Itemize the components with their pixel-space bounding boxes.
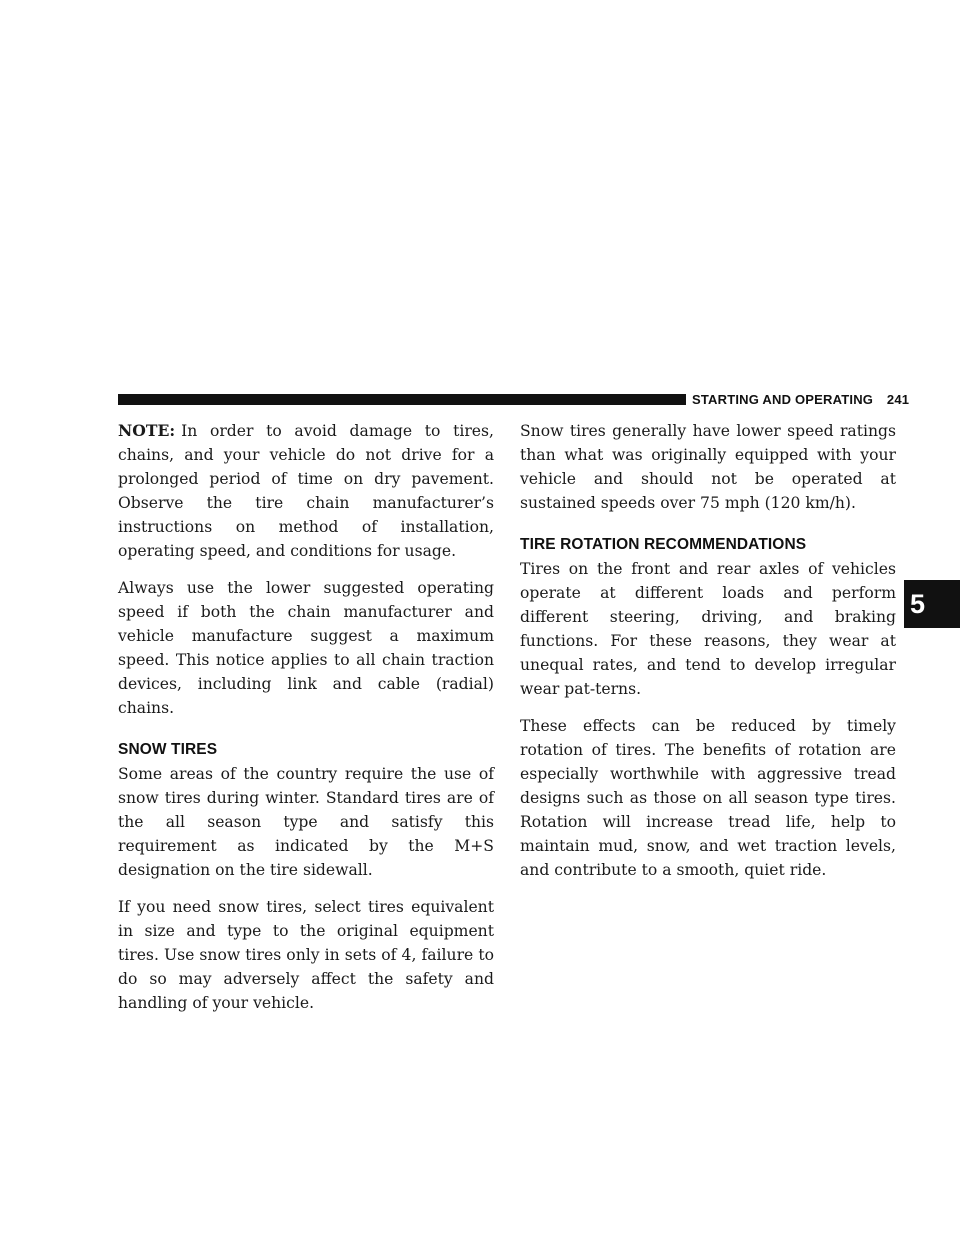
chain-speed-paragraph: Always use the lower suggested operating speed if both the chain manufacturer and vehicle manufacture suggest a maximum speed. This notice applies to all chain traction devices, including link and cable (radial) chains. <box>118 579 494 717</box>
snow-tires-paragraph-2: If you need snow tires, select tires equivalent in size and type to the original equipment tires. Use snow tires only in sets of 4, failure to do so may adversely affect the safety and handling of your vehicle. <box>118 898 494 1012</box>
page-number: 241 <box>886 392 910 407</box>
note-paragraph <box>118 419 494 563</box>
snow-speed-paragraph: Snow tires generally have lower speed ratings than what was originally equipped with your vehicle and should not be operated at sustained speeds over 75 mph (120 km/h). <box>520 422 896 512</box>
header-title: STARTING AND OPERATING <box>692 392 874 407</box>
note-label: NOTE: <box>118 421 176 440</box>
running-header <box>692 391 909 409</box>
tire-rotation-paragraph-2: These effects can be reduced by timely rotation of tires. The benefits of rotation are especially worthwhile with aggressive tread designs such as those on all season type tires. Rotation will increase tread life, help to maintain mud, snow, and wet traction levels, and contribute to a smooth, quiet ride. <box>520 717 896 879</box>
left-column <box>118 419 494 1028</box>
header-rule <box>118 394 686 405</box>
right-column <box>520 419 896 895</box>
note-text: In order to avoid damage to tires, chains, and your vehicle do not drive for a prolonged period of time on dry pavement. Observe the tire chain manufacturer’s instructions on method of installation, operating speed, and conditions for usage. <box>118 422 494 560</box>
snow-tires-paragraph-1: Some areas of the country require the use of snow tires during winter. Standard tires are of the all season type and satisfy this requirement as indicated by the M+S designation on the tire sidewall. <box>118 765 494 879</box>
tire-rotation-heading: TIRE ROTATION RECOMMENDATIONS <box>520 536 807 553</box>
snow-tires-heading: SNOW TIRES <box>118 741 218 758</box>
tire-rotation-paragraph-1: Tires on the front and rear axles of vehicles operate at different loads and perform different steering, driving, and braking functions. For these reasons, they wear at unequal rates, and tend to develop irregular wear pat-terns. <box>520 560 896 698</box>
section-tab: 5 <box>904 580 960 628</box>
